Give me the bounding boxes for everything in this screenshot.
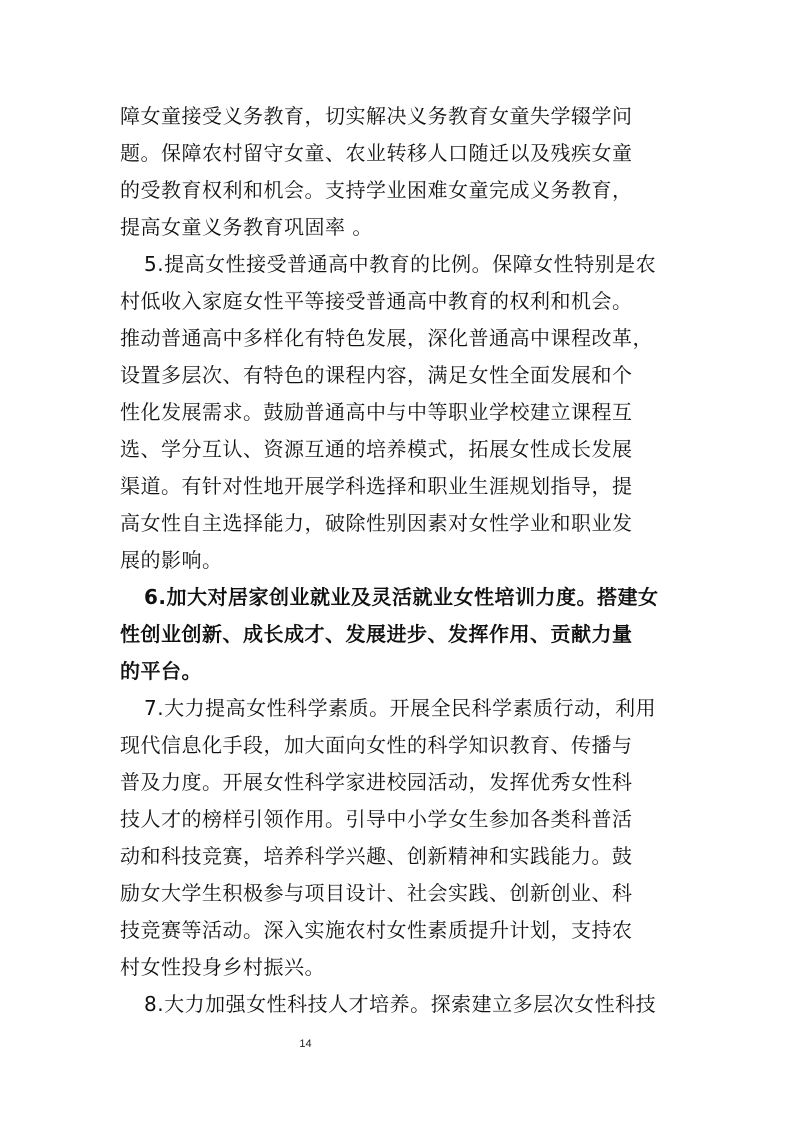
- text-line: 展的影响。: [120, 548, 223, 572]
- text-line: 技竞赛等活动。深入实施农村女性素质提升计划，支持农: [120, 918, 633, 942]
- text-line: 性化发展需求。鼓励普通高中与中等职业学校建立课程互: [120, 400, 633, 424]
- text-line: 设置多层次、有特色的课程内容，满足女性全面发展和个: [120, 363, 633, 387]
- text-line: 障女童接受义务教育，切实解决义务教育女童失学辍学问: [120, 104, 633, 128]
- page-number: 14: [299, 1038, 312, 1050]
- paragraph-8-start: 8.大力加强女性科技人才培养。探索建立多层次女性科技: [144, 992, 657, 1016]
- text-line: 普及力度。开展女性科学家进校园活动，发挥优秀女性科: [120, 770, 633, 794]
- text-line: 渠道。有针对性地开展学科选择和职业生涯规划指导，提: [120, 474, 633, 498]
- text-line: 推动普通高中多样化有特色发展，深化普通高中课程改革，: [120, 326, 653, 350]
- text-line: 选、学分互认、资源互通的培养模式，拓展女性成长发展: [120, 437, 633, 461]
- text-line: 现代信息化手段，加大面向女性的科学知识教育、传播与: [120, 733, 633, 757]
- text-line: 高女性自主选择能力，破除性别因素对女性学业和职业发: [120, 511, 633, 535]
- text-line: 励女大学生积极参与项目设计、社会实践、创新创业、科: [120, 881, 633, 905]
- text-line: 的受教育权利和机会。支持学业困难女童完成义务教育，: [120, 178, 633, 202]
- text-line: 性创业创新、成长成才、发展进步、发挥作用、贡献力量: [120, 622, 633, 646]
- text-line: 的平台。: [120, 659, 202, 683]
- paragraph-5-start: 5.提高女性接受普通高中教育的比例。保障女性特别是农: [144, 252, 657, 276]
- paragraph-6-start: 6.加大对居家创业就业及灵活就业女性培训力度。搭建女: [144, 585, 659, 609]
- text-line: 村女性投身乡村振兴。: [120, 955, 325, 979]
- text-line: 动和科技竞赛，培养科学兴趣、创新精神和实践能力。鼓: [120, 844, 633, 868]
- text-line: 提高女童义务教育巩固率 。: [120, 215, 373, 239]
- text-line: 村低收入家庭女性平等接受普通高中教育的权利和机会。: [120, 289, 633, 313]
- body-text: [120, 98, 680, 1023]
- text-line: 题。保障农村留守女童、农业转移人口随迁以及残疾女童: [120, 141, 633, 165]
- paragraph-7-start: 7.大力提高女性科学素质。开展全民科学素质行动，利用: [144, 696, 657, 720]
- text-line: 技人才的榜样引领作用。引导中小学女生参加各类科普活: [120, 807, 633, 831]
